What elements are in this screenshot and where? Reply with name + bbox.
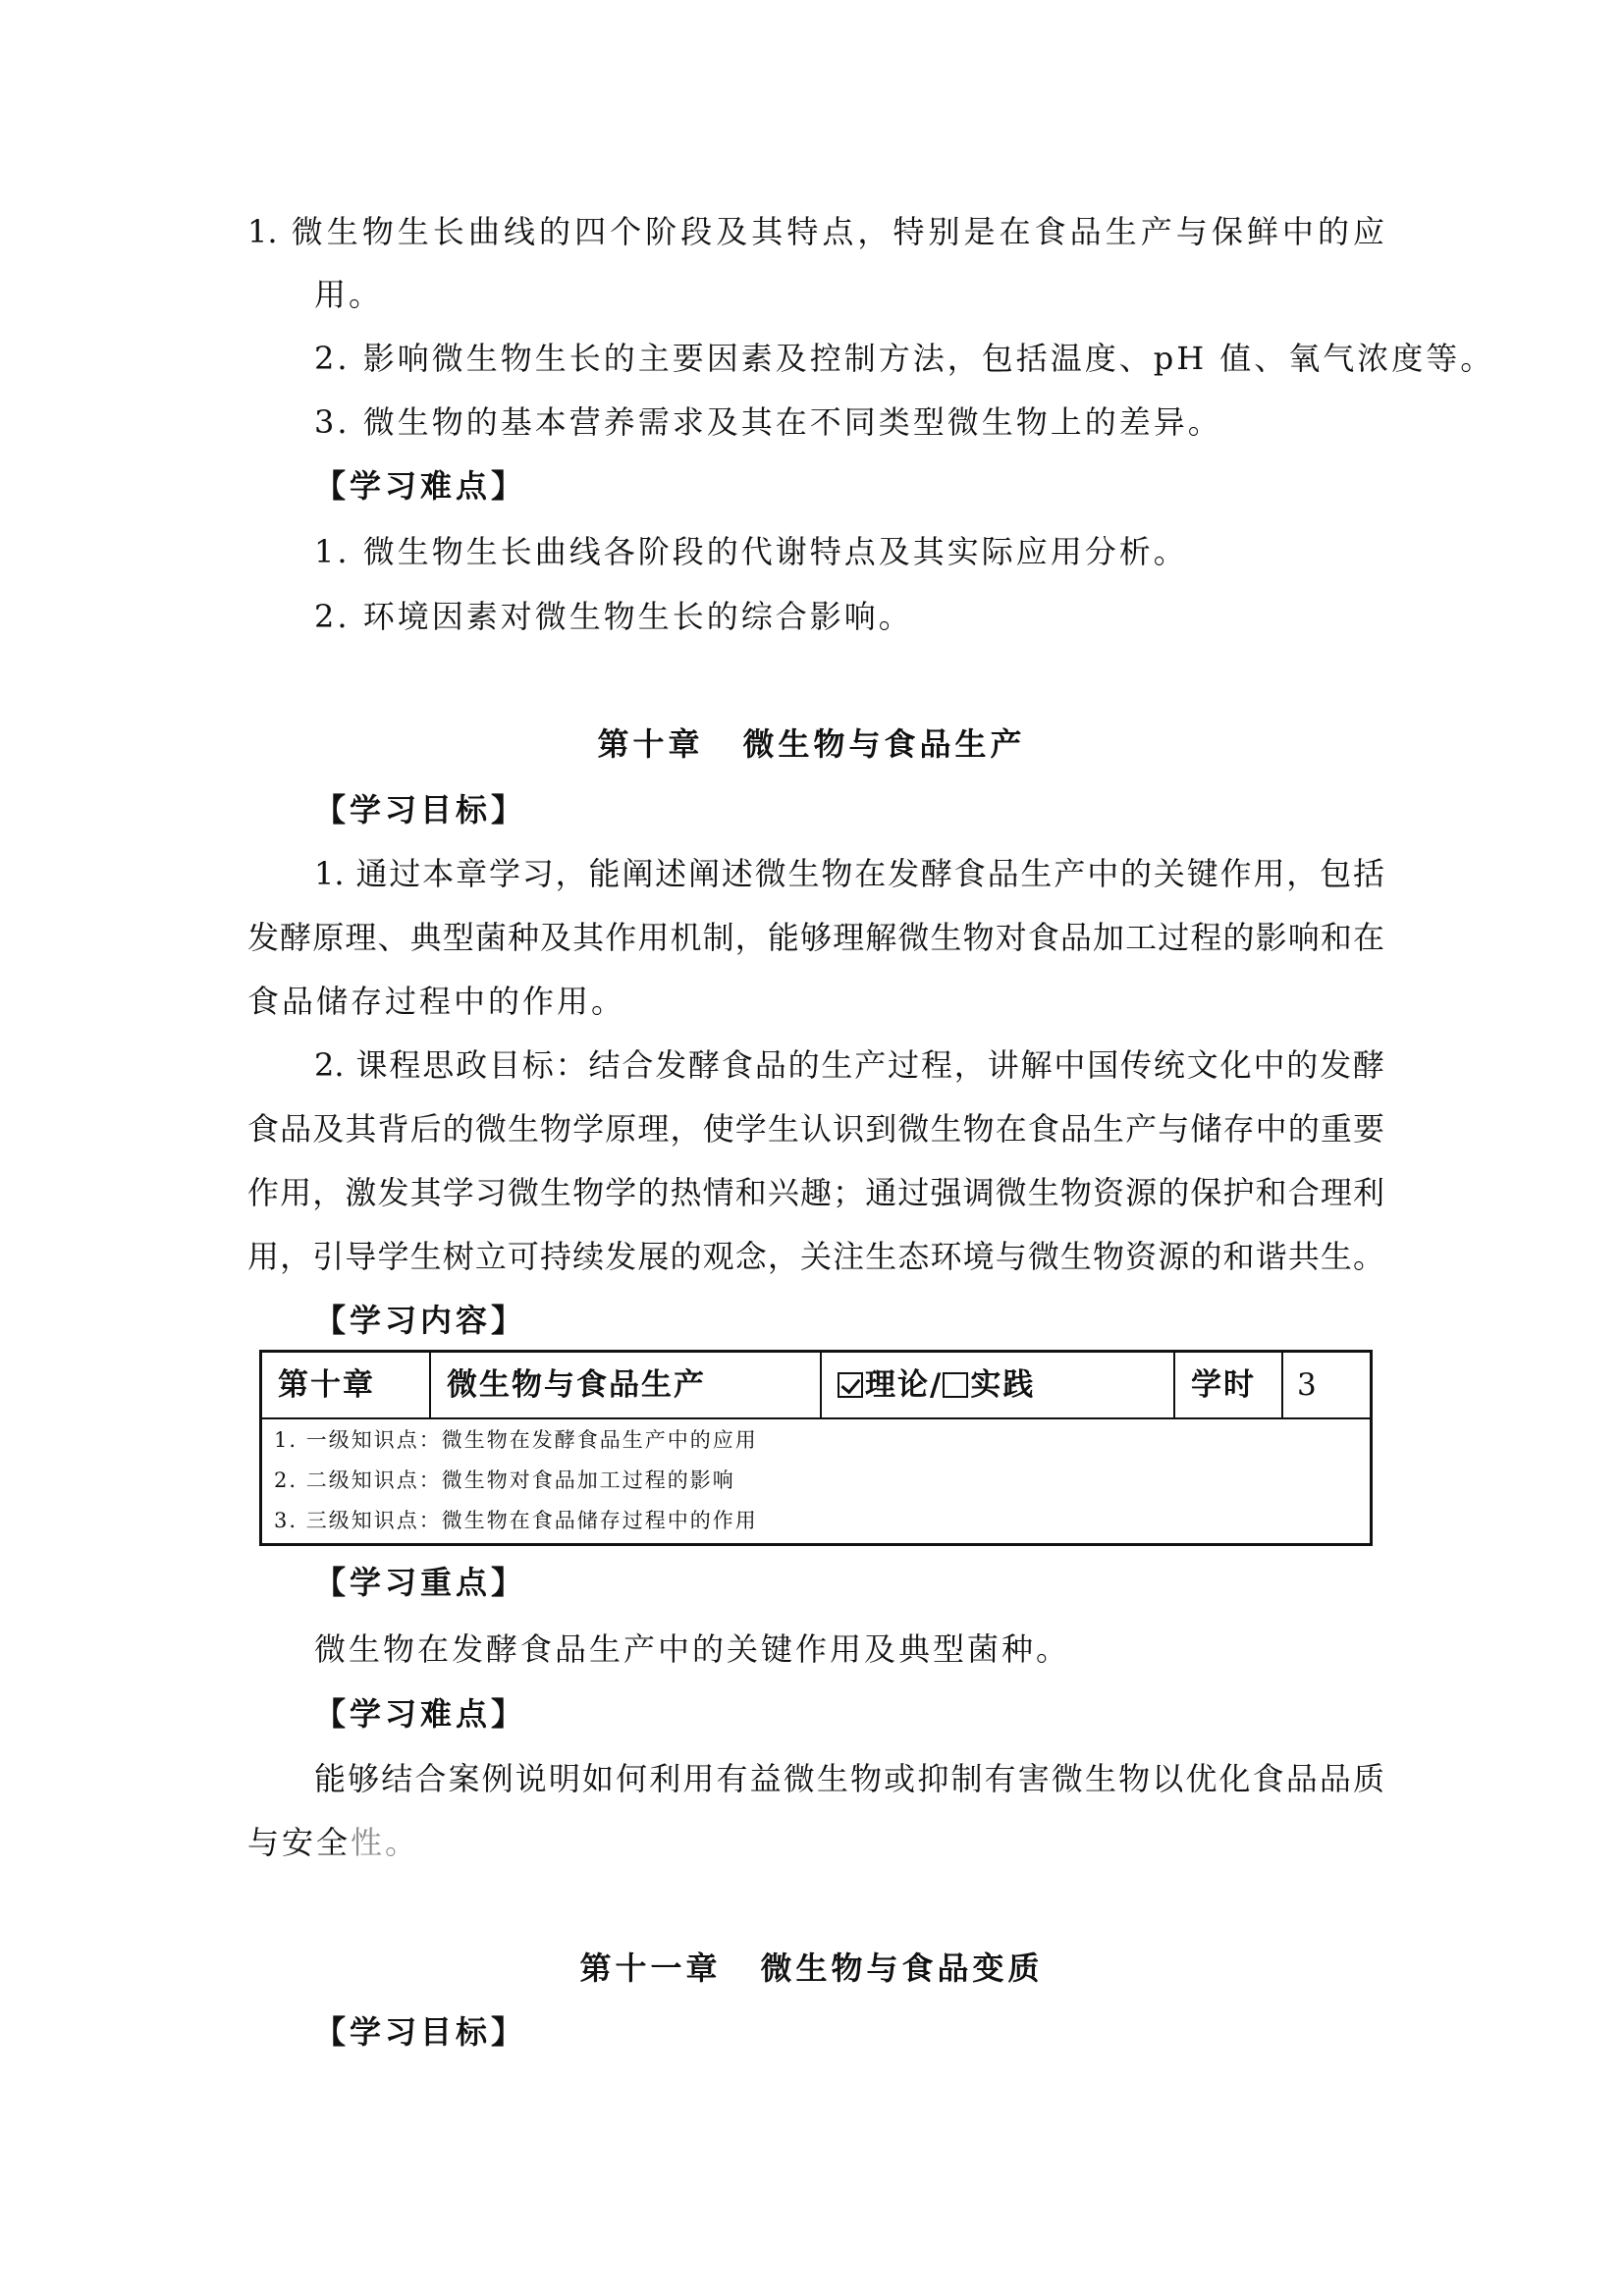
goal-2-line-3: 作用，激发其学习微生物学的热情和兴趣；通过强调微生物资源的保护和合理利 <box>247 1174 1384 1211</box>
chapter-10-difficulty-line-2-main: 与安全 <box>247 1824 352 1861</box>
knowledge-point-1: 1. 一级知识点：微生物在发酵食品生产中的应用 <box>274 1428 758 1452</box>
goal-2-line-4: 用，引导学生树立可持续发展的观念，关注生态环境与微生物资源的和谐共生。 <box>247 1238 1384 1275</box>
chapter-10-difficulty-line-2 <box>247 1823 419 1862</box>
difficulty-2: 2. 环境因素对微生物生长的综合影响。 <box>314 598 913 635</box>
theory-label: 理论/ <box>865 1367 944 1403</box>
table-type-cell <box>822 1353 1175 1417</box>
chapter-11-number: 第十一章 <box>579 1949 722 1987</box>
goal-1-line-3: 食品储存过程中的作用。 <box>247 983 626 1020</box>
chapter-10-difficulty-line-1: 能够结合案例说明如何利用有益微生物或抑制有害微生物以优化食品品质 <box>314 1760 1384 1797</box>
chapter-10-goals-heading: 【学习目标】 <box>314 791 527 828</box>
key-point-1-line-2: 用。 <box>314 276 384 313</box>
key-point-2: 2. 影响微生物生长的主要因素及控制方法，包括温度、pH 值、氧气浓度等。 <box>314 340 1495 377</box>
chapter-11-goals-heading: 【学习目标】 <box>314 2013 527 2051</box>
goal-1-line-1: 1. 通过本章学习，能阐述阐述微生物在发酵食品生产中的关键作用，包括 <box>314 855 1384 892</box>
goal-2-line-1: 2. 课程思政目标：结合发酵食品的生产过程，讲解中国传统文化中的发酵 <box>314 1046 1384 1084</box>
table-hours-value-cell: 3 <box>1297 1367 1319 1403</box>
goal-1-line-2: 发酵原理、典型菌种及其作用机制，能够理解微生物对食品加工过程的影响和在 <box>247 919 1384 956</box>
chapter-10-name: 微生物与食品生产 <box>742 725 1026 763</box>
goal-2-line-2: 食品及其背后的微生物学原理，使学生认识到微生物在食品生产与储存中的重要 <box>247 1110 1384 1148</box>
table-header-row <box>262 1353 1370 1419</box>
table-hours-label-cell: 学时 <box>1175 1353 1283 1417</box>
chapter-10-title <box>0 724 1623 764</box>
chapter-10-content-table <box>259 1350 1373 1546</box>
chapter-10-key-text: 微生物在发酵食品生产中的关键作用及典型菌种。 <box>314 1630 1071 1668</box>
theory-checkbox-icon <box>838 1372 863 1398</box>
key-point-1-line-1: 1. 微生物生长曲线的四个阶段及其特点，特别是在食品生产与保鲜中的应 <box>247 213 1384 250</box>
chapter-10-number: 第十章 <box>597 725 704 763</box>
difficulty-1: 1. 微生物生长曲线各阶段的代谢特点及其实际应用分析。 <box>314 533 1188 570</box>
knowledge-point-3: 3. 三级知识点：微生物在食品储存过程中的作用 <box>274 1509 758 1532</box>
chapter-11-title <box>0 1949 1623 1988</box>
practice-checkbox-icon <box>943 1372 968 1398</box>
chapter-10-key-heading: 【学习重点】 <box>314 1564 527 1601</box>
knowledge-point-2: 2. 二级知识点：微生物对食品加工过程的影响 <box>274 1468 735 1492</box>
practice-label: 实践 <box>970 1367 1036 1403</box>
chapter-10-difficulty-heading: 【学习难点】 <box>314 1695 527 1733</box>
difficulty-heading: 【学习难点】 <box>314 467 527 505</box>
chapter-10-content-heading: 【学习内容】 <box>314 1302 527 1339</box>
key-point-3: 3. 微生物的基本营养需求及其在不同类型微生物上的差异。 <box>314 403 1222 441</box>
chapter-11-name: 微生物与食品变质 <box>760 1949 1044 1987</box>
table-chapter-cell: 第十章 <box>262 1353 431 1417</box>
chapter-10-difficulty-line-2-tail: 性。 <box>351 1824 420 1861</box>
table-title-cell: 微生物与食品生产 <box>431 1353 822 1417</box>
